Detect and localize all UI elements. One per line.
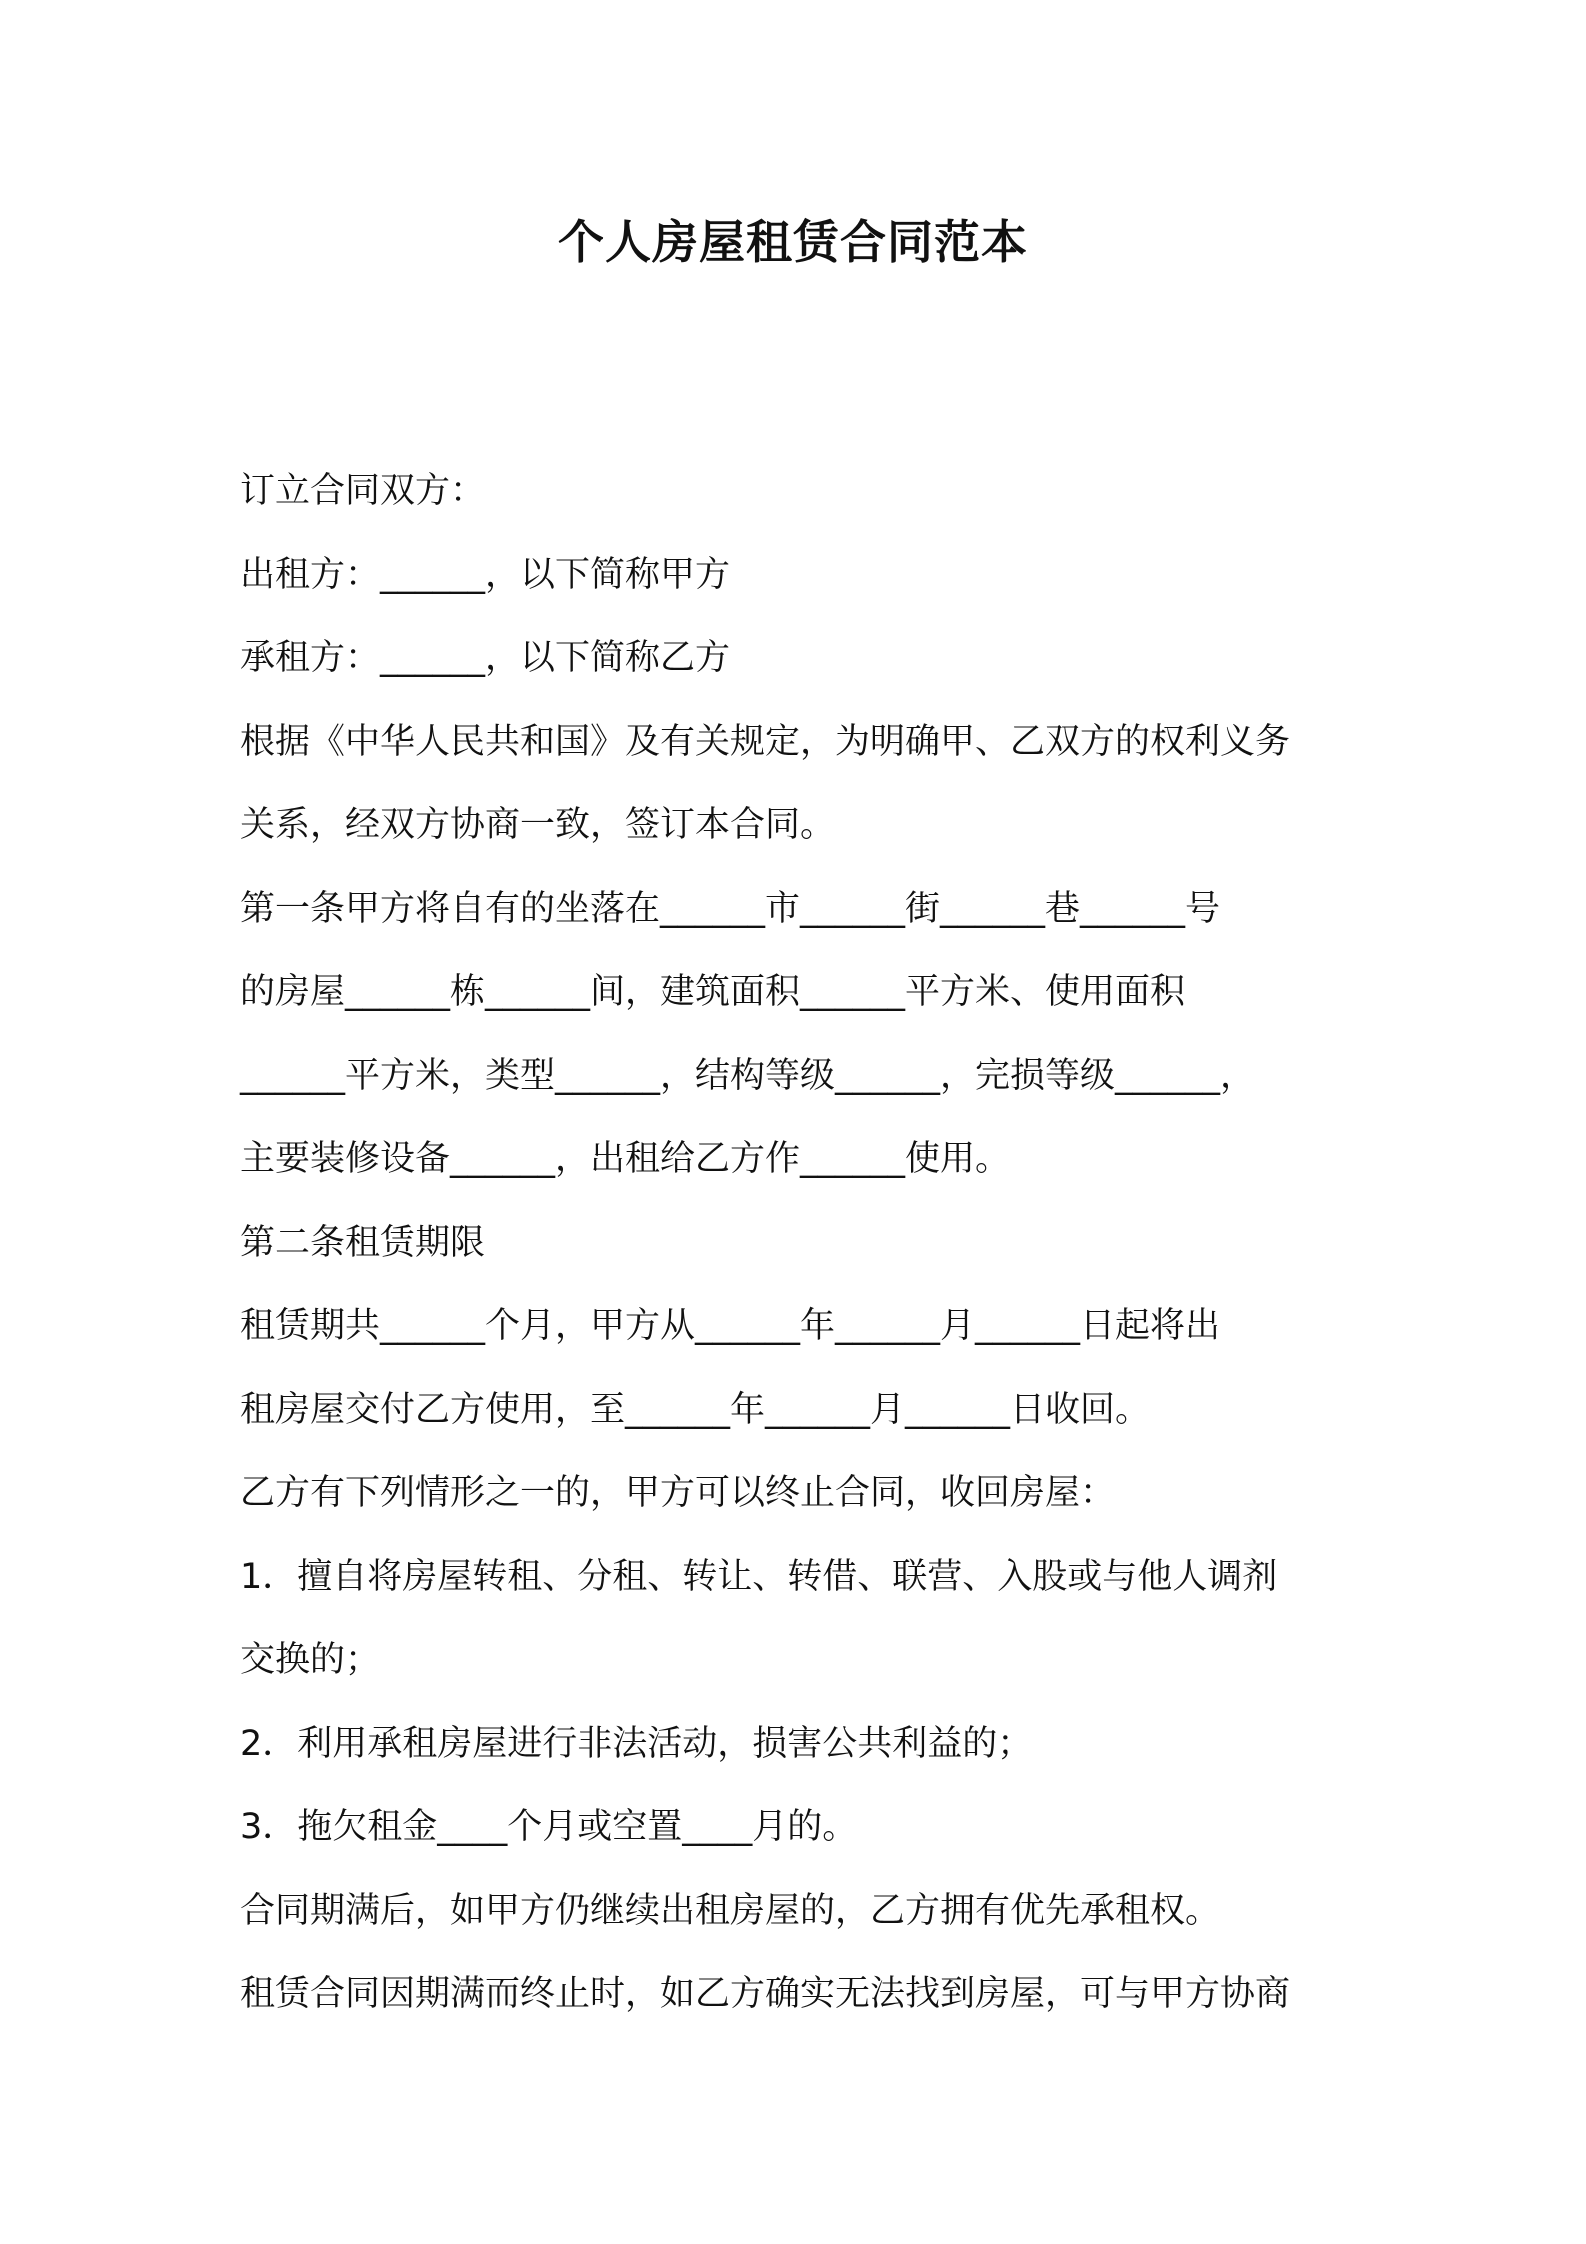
text-line: 合同期满后，如甲方仍继续出租房屋的，乙方拥有优先承租权。 (240, 1890, 1221, 1931)
text-line: 2．利用承租房屋进行非法活动，损害公共利益的； (240, 1723, 1033, 1764)
text-line: 主要装修设备______，出租给乙方作______使用。 (240, 1139, 1011, 1179)
text-line: 3．拖欠租金____个月或空置____月的。 (240, 1807, 858, 1847)
text-line: 承租方：______，以下简称乙方 (240, 638, 731, 678)
text-line: 出租方：______，以下简称甲方 (240, 554, 731, 595)
text-line: 租赁期共______个月，甲方从______年______月______日起将出 (240, 1306, 1221, 1346)
contract-body (240, 450, 1370, 2037)
text-line: 租赁合同因期满而终止时，如乙方确实无法找到房屋，可与甲方协商 (240, 1974, 1291, 2014)
text-line: 的房屋______栋______间，建筑面积______平方米、使用面积 (240, 972, 1186, 1012)
text-line: 订立合同双方： (240, 471, 486, 511)
text-line: 根据《中华人民共和国》及有关规定，为明确甲、乙双方的权利义务 (240, 721, 1291, 762)
text-line: 乙方有下列情形之一的，甲方可以终止合同，收回房屋： (240, 1473, 1116, 1513)
text-line: 第二条租赁期限 (240, 1222, 486, 1263)
text-line: 租房屋交付乙方使用，至______年______月______日收回。 (240, 1389, 1151, 1430)
text-line: 交换的； (240, 1640, 381, 1680)
text-line: 第一条甲方将自有的坐落在______市______街______巷______号 (240, 888, 1221, 929)
text-line: ______平方米，类型______，结构等级______，完损等级______， (240, 1055, 1256, 1096)
text-line: 1．擅自将房屋转租、分租、转让、转借、联营、入股或与他人调剂 (240, 1556, 1278, 1597)
document-title: 个人房屋租赁合同范本 (558, 215, 1028, 269)
text-line: 关系，经双方协商一致，签订本合同。 (240, 805, 836, 845)
